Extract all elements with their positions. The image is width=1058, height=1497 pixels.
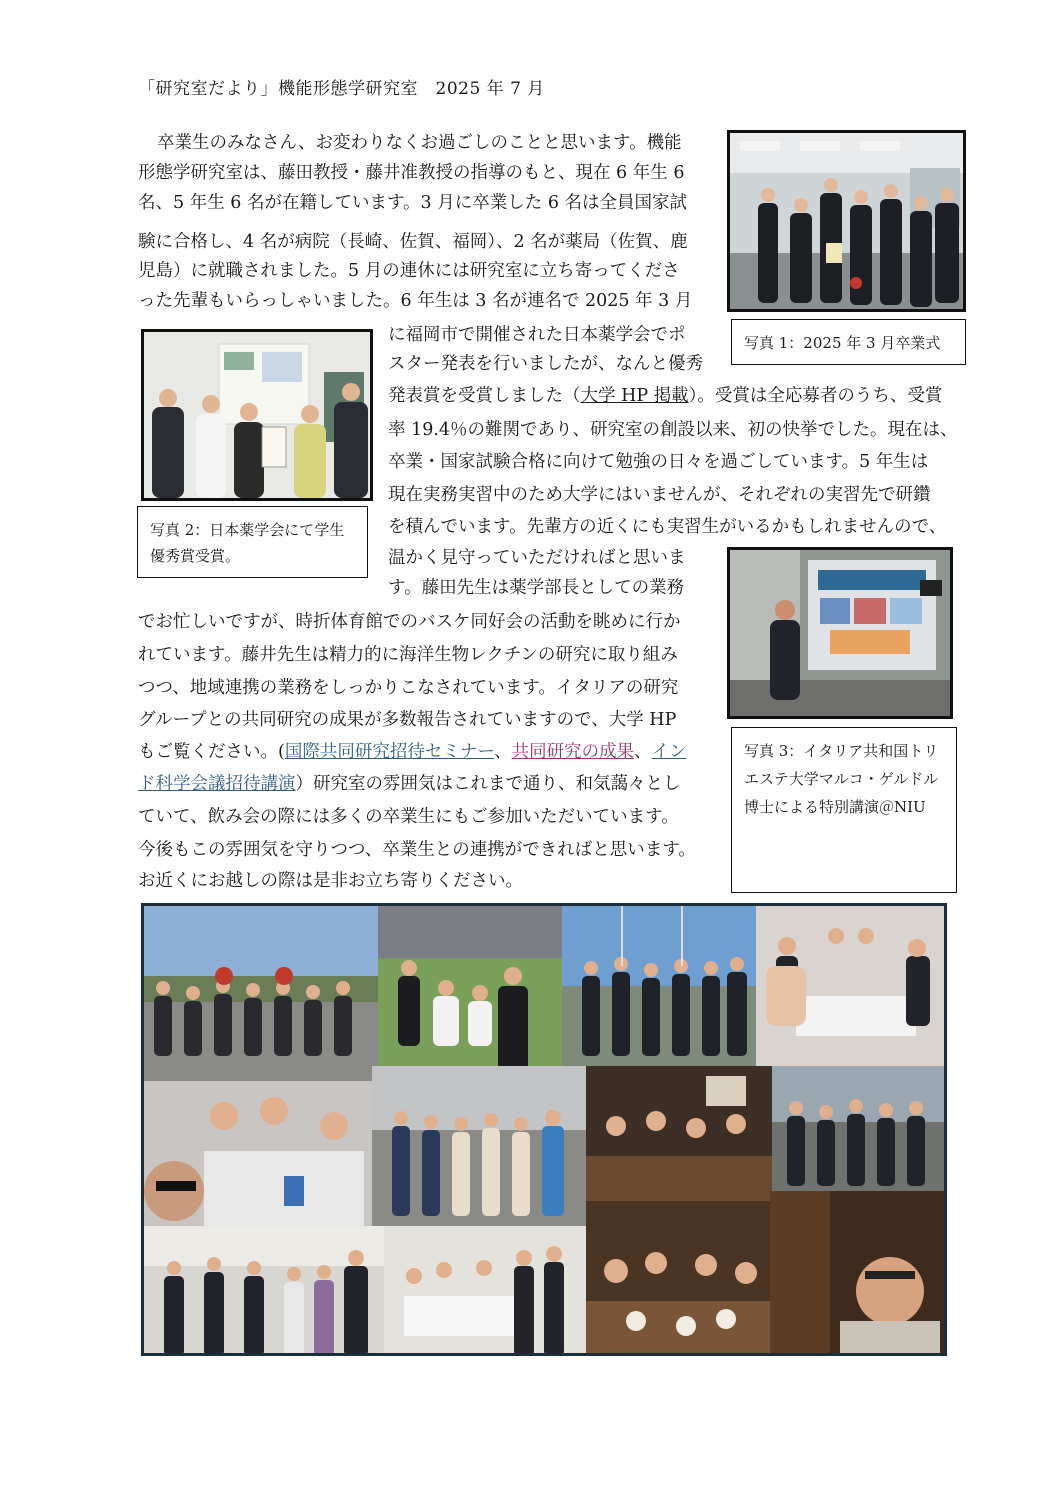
collage-photo-outdoor-gathering bbox=[372, 1066, 586, 1226]
body-line-9-b: ）。受賞は全応募者のうち、受賞 bbox=[688, 386, 943, 406]
body-line-16: でお忙しいですが、時折体育館でのバスケ同好会の活動を眺めに行か bbox=[138, 612, 681, 632]
body-line-5: 児島）に就職されました。5 月の連休には研究室に立ち寄ってくださ bbox=[138, 261, 680, 281]
collage-photo-street-group bbox=[772, 1066, 947, 1191]
photo-graduation bbox=[727, 130, 966, 312]
body-line-7: に福岡市で開催された日本薬学会でポ bbox=[388, 325, 686, 345]
body-line-22: ていて、飲み会の際には多くの卒業生にもご参加いただいています。 bbox=[138, 807, 679, 827]
body-line-13: を積んでいます。先輩方の近くにも実習生がいるかもしれませんので、 bbox=[388, 517, 947, 537]
photo-lecture bbox=[727, 547, 953, 719]
collage-photo-bar-selfie bbox=[770, 1191, 947, 1356]
collage-photo-office-group bbox=[144, 1226, 384, 1356]
india-lecture-link-part2[interactable]: ド科学会議招待講演 bbox=[138, 774, 296, 794]
body-line-21 bbox=[138, 776, 681, 794]
page-header: 「研究室だより」機能形態学研究室 2025 年 7 月 bbox=[138, 79, 545, 99]
body-line-20-a: もご覧ください。( bbox=[138, 742, 285, 762]
collage-photo-izakaya bbox=[586, 1066, 772, 1201]
body-line-17: れています。藤井先生は精力的に海洋生物レクチンの研究に取り組み bbox=[138, 645, 678, 665]
photo-award bbox=[141, 329, 373, 501]
body-line-12: 現在実務実習中のため大学にはいませんが、それぞれの実習先で研鑽 bbox=[388, 485, 931, 505]
graduation-photo-image bbox=[730, 133, 963, 309]
body-line-11: 卒業・国家試験合格に向けて勉強の日々を過ごしています。5 年生は bbox=[388, 452, 929, 472]
body-line-24: お近くにお越しの際は是非お立ち寄りください。 bbox=[138, 871, 523, 891]
body-line-15: す。藤田先生は薬学部長としての業務 bbox=[388, 578, 685, 598]
body-line-2: 形態学研究室は、藤田教授・藤井准教授の指導のもと、現在 6 年生 6 bbox=[138, 163, 685, 183]
collage-photo-outdoor-group bbox=[144, 906, 378, 1081]
body-line-4: 験に合格し、4 名が病院（長崎、佐賀、福岡）、2 名が薬局（佐賀、鹿 bbox=[138, 232, 688, 252]
collage-photo-picnic bbox=[378, 906, 562, 1081]
collage-photo-dinner bbox=[586, 1201, 770, 1356]
caption-photo1: 写真 1：2025 年 3 月卒業式 bbox=[731, 319, 966, 365]
body-line-6: った先輩もいらっしゃいました。6 年生は 3 名が連名で 2025 年 3 月 bbox=[138, 291, 693, 311]
award-photo-image bbox=[144, 332, 370, 498]
body-line-9-a: 発表賞を受賞しました（ bbox=[388, 386, 581, 406]
body-line-8: スター発表を行いましたが、なんと優秀 bbox=[388, 354, 703, 374]
joint-research-link[interactable]: 共同研究の成果 bbox=[511, 742, 635, 762]
caption-photo2-text: 写真 2：日本薬学会にて学生優秀賞受賞。 bbox=[150, 521, 345, 566]
body-line-1: 卒業生のみなさん、お変わりなくお過ごしのことと思います。機能 bbox=[157, 133, 682, 153]
body-line-10: 率 19.4％の難関であり、研究室の創設以来、初の快挙でした。現在は、 bbox=[388, 420, 958, 440]
body-line-23: 今後もこの雰囲気を守りつつ、卒業生との連携ができればと思います。 bbox=[138, 840, 696, 860]
collage-photo-selfie-table bbox=[144, 1081, 372, 1236]
body-line-18: つつ、地域連携の業務をしっかりこなされています。イタリアの研究 bbox=[138, 678, 679, 698]
body-line-21-b: ）研究室の雰囲気はこれまで通り、和気藹々とし bbox=[295, 774, 681, 794]
intl-seminar-link[interactable]: 国際共同研究招待セミナー bbox=[284, 742, 495, 762]
collage-photo-harbor bbox=[562, 906, 756, 1066]
body-line-9 bbox=[388, 388, 942, 406]
body-line-20-sep2: 、 bbox=[634, 742, 652, 762]
body-line-3: 名、5 年生 6 名が在籍しています。3 月に卒業した 6 名は全員国家試 bbox=[138, 193, 688, 213]
caption-photo3-text: 写真 3：イタリア共和国トリエステ大学マルコ・ゲルドル博士による特別講演＠NIU bbox=[744, 742, 939, 816]
lecture-photo-image bbox=[730, 550, 950, 716]
photo-collage bbox=[141, 903, 947, 1356]
univ-hp-link[interactable]: 大学 HP 掲載 bbox=[580, 386, 689, 406]
collage-photo-lab-party bbox=[384, 1226, 586, 1356]
body-line-20-sep1: 、 bbox=[494, 742, 512, 762]
body-line-19: グループとの共同研究の成果が多数報告されていますので、大学 HP bbox=[138, 710, 677, 730]
caption-photo2 bbox=[137, 506, 368, 578]
body-line-20 bbox=[138, 744, 687, 762]
collage-photo-party-room bbox=[756, 906, 947, 1066]
body-line-14: 温かく見守っていただければと思いま bbox=[388, 548, 686, 568]
india-lecture-link-part1[interactable]: イン bbox=[651, 742, 687, 762]
caption-photo3 bbox=[731, 727, 957, 893]
